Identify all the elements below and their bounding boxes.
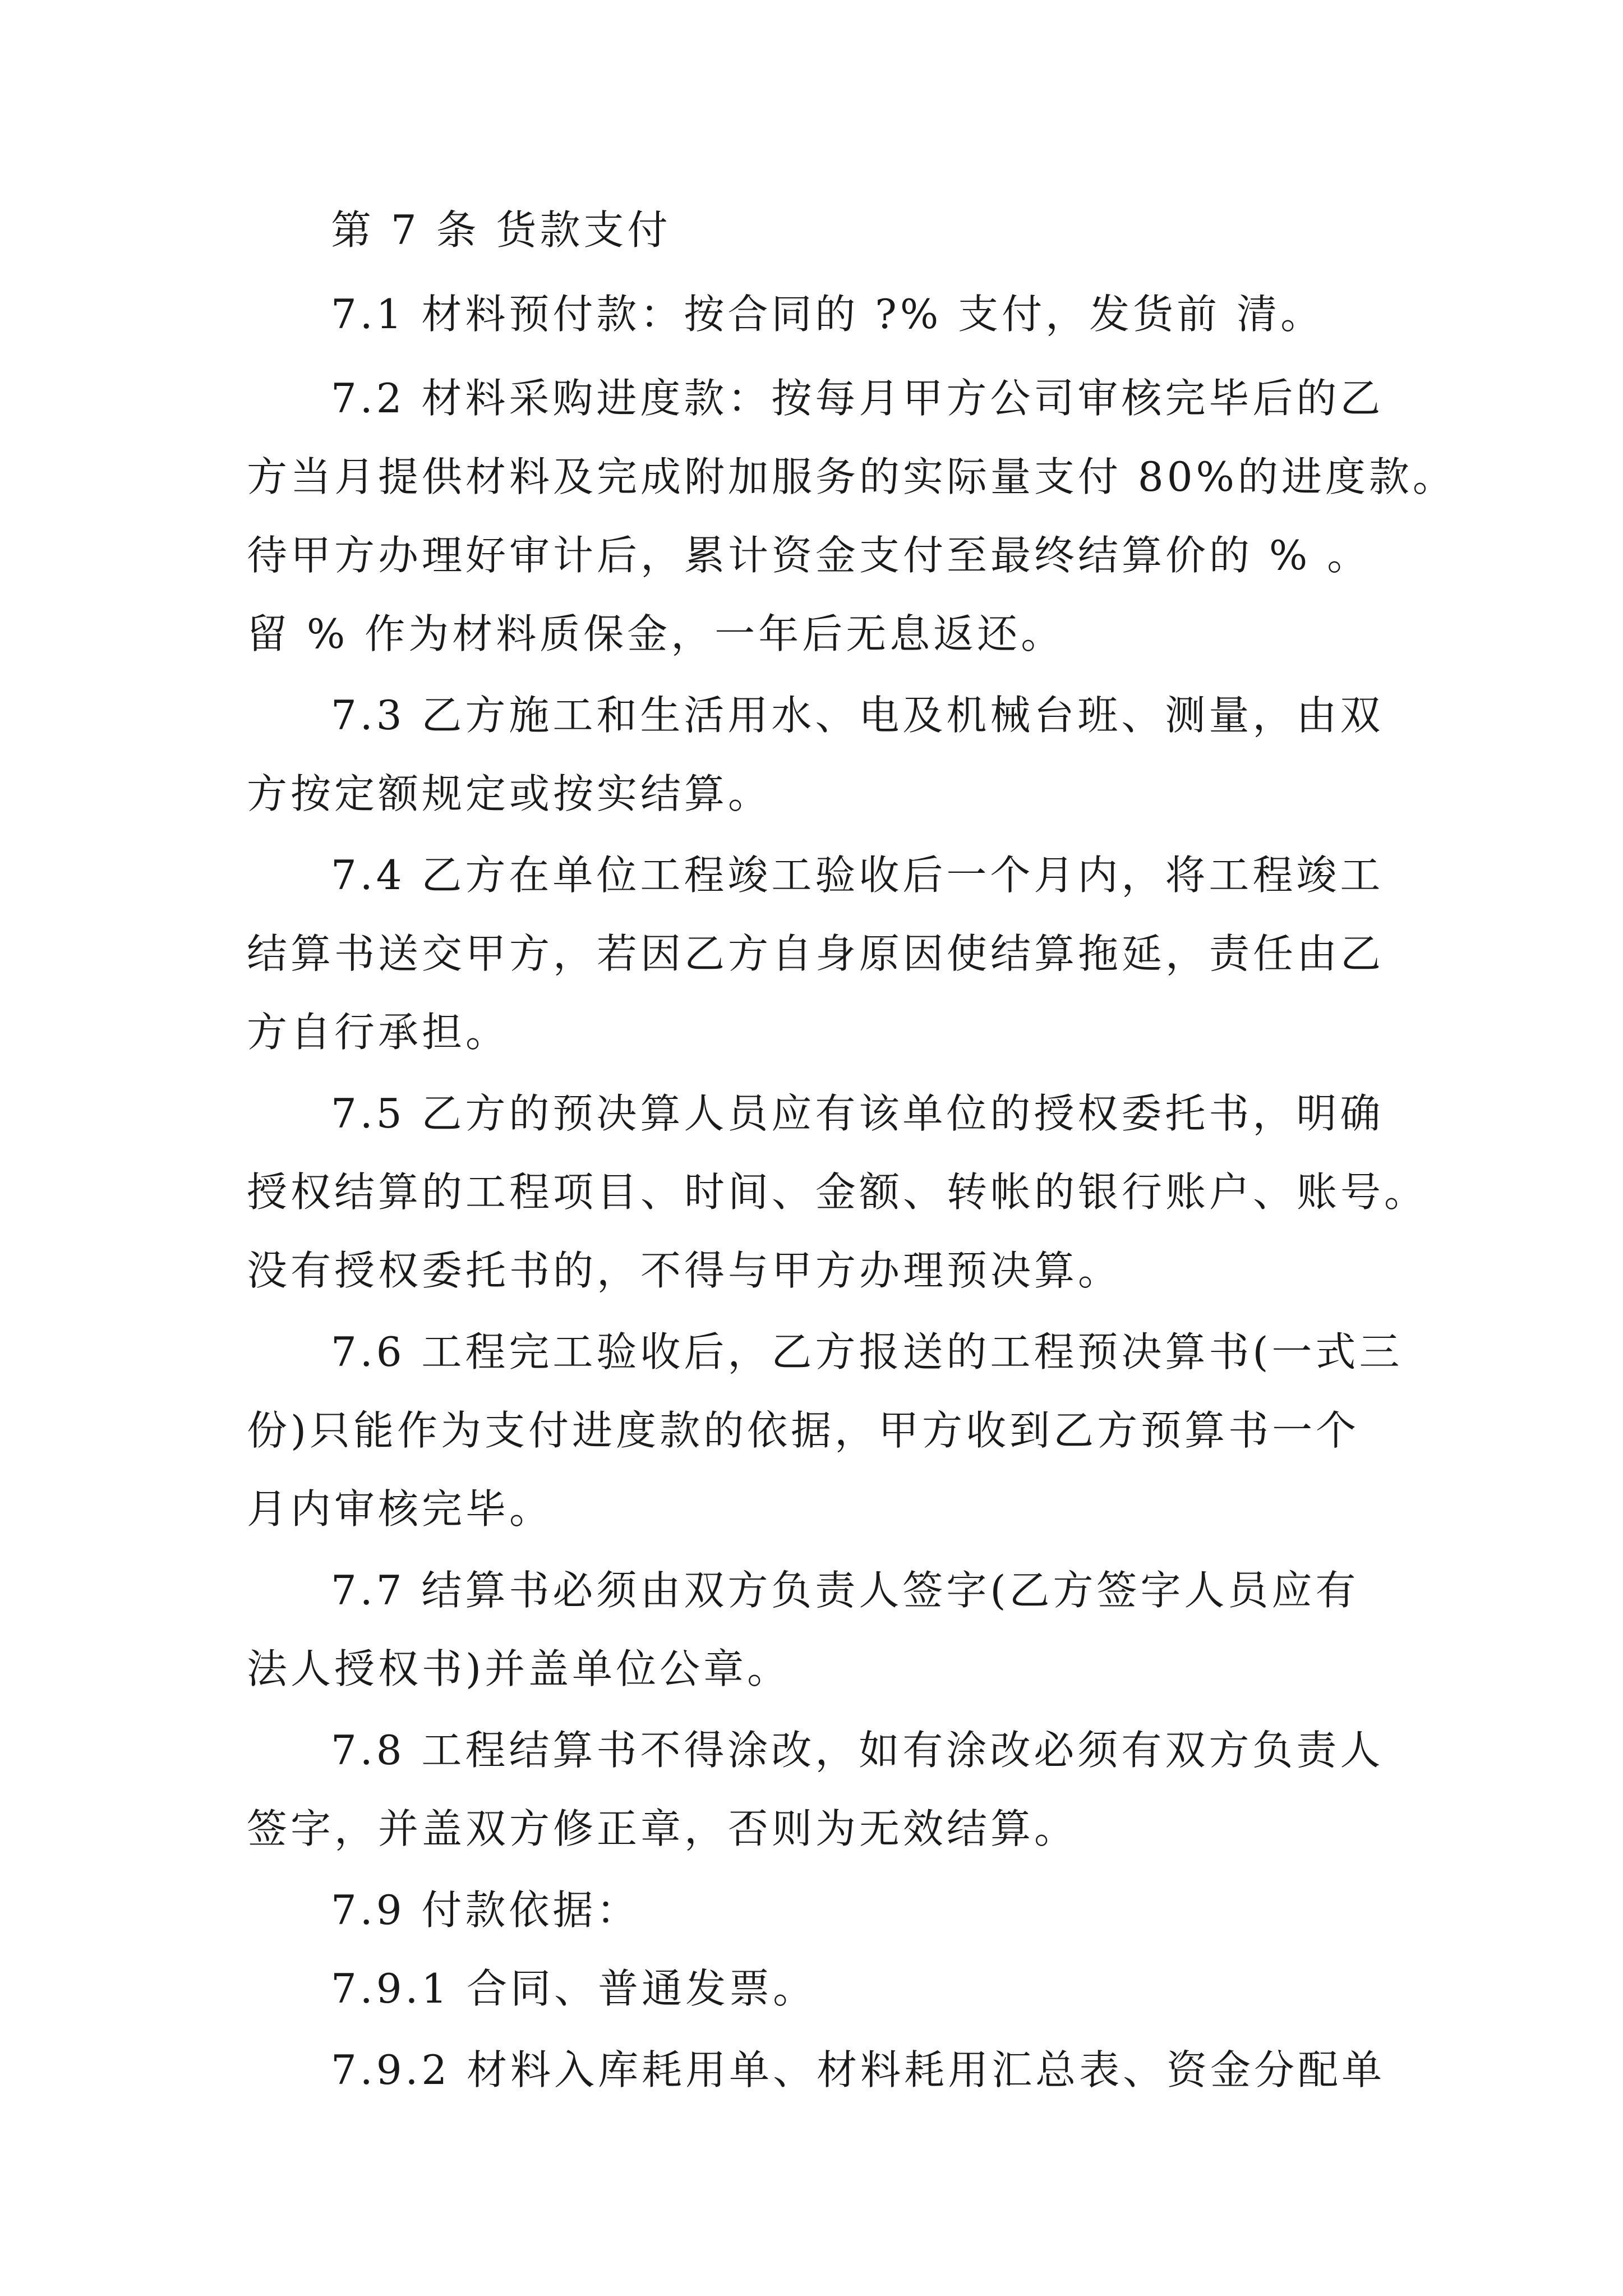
clause-7-7-line-2: 法人授权书)并盖单位公章。 bbox=[247, 1645, 791, 1692]
clause-7-8-line-2: 签字，并盖双方修正章，否则为无效结算。 bbox=[247, 1805, 1078, 1852]
clause-7-6-line-1: 7.6 工程完工验收后，乙方报送的工程预决算书(一式三 bbox=[331, 1328, 1403, 1375]
clause-7-4-line-2: 结算书送交甲方，若因乙方自身原因使结算拖延，责任由乙 bbox=[247, 930, 1385, 977]
clause-7-3-line-2: 方按定额规定或按实结算。 bbox=[247, 770, 772, 817]
clause-7-8-line-1: 7.8 工程结算书不得涂改，如有涂改必须有双方负责人 bbox=[331, 1727, 1384, 1774]
clause-7-9-1: 7.9.1 合同、普通发票。 bbox=[331, 1965, 817, 2012]
clause-7-2-line-3: 待甲方办理好审计后，累计资金支付至最终结算价的 % 。 bbox=[247, 532, 1371, 579]
clause-7-5-line-2: 授权结算的工程项目、时间、金额、转帐的银行账户、账号。 bbox=[247, 1168, 1428, 1216]
clause-7-9-2: 7.9.2 材料入库耗用单、材料耗用汇总表、资金分配单 bbox=[331, 2046, 1386, 2093]
clause-7-5-line-1: 7.5 乙方的预决算人员应有该单位的授权委托书，明确 bbox=[331, 1090, 1384, 1137]
clause-7-2-line-2: 方当月提供材料及完成附加服务的实际量支付 80%的进度款。 bbox=[247, 453, 1456, 500]
clause-7-6-line-2: 份)只能作为支付进度款的依据，甲方收到乙方预算书一个 bbox=[247, 1407, 1360, 1454]
clause-7-4-line-1: 7.4 乙方在单位工程竣工验收后一个月内，将工程竣工 bbox=[331, 852, 1384, 899]
clause-7-5-line-3: 没有授权委托书的，不得与甲方办理预决算。 bbox=[247, 1247, 1122, 1294]
clause-7-2-line-4: 留 % 作为材料质保金，一年后无息返还。 bbox=[247, 610, 1065, 657]
clause-7-6-line-3: 月内审核完毕。 bbox=[247, 1485, 554, 1533]
clause-7-9: 7.9 付款依据： bbox=[331, 1887, 640, 1934]
clause-7-1: 7.1 材料预付款：按合同的 ?% 支付，发货前 清。 bbox=[331, 291, 1325, 338]
clause-7-4-line-3: 方自行承担。 bbox=[247, 1009, 510, 1056]
article-heading: 第 7 条 货款支付 bbox=[331, 206, 671, 254]
clause-7-3-line-1: 7.3 乙方施工和生活用水、电及机械台班、测量，由双 bbox=[331, 692, 1384, 739]
clause-7-7-line-1: 7.7 结算书必须由双方负责人签字(乙方签字人员应有 bbox=[331, 1567, 1359, 1614]
clause-7-2-line-1: 7.2 材料采购进度款：按每月甲方公司审核完毕后的乙 bbox=[331, 375, 1384, 422]
